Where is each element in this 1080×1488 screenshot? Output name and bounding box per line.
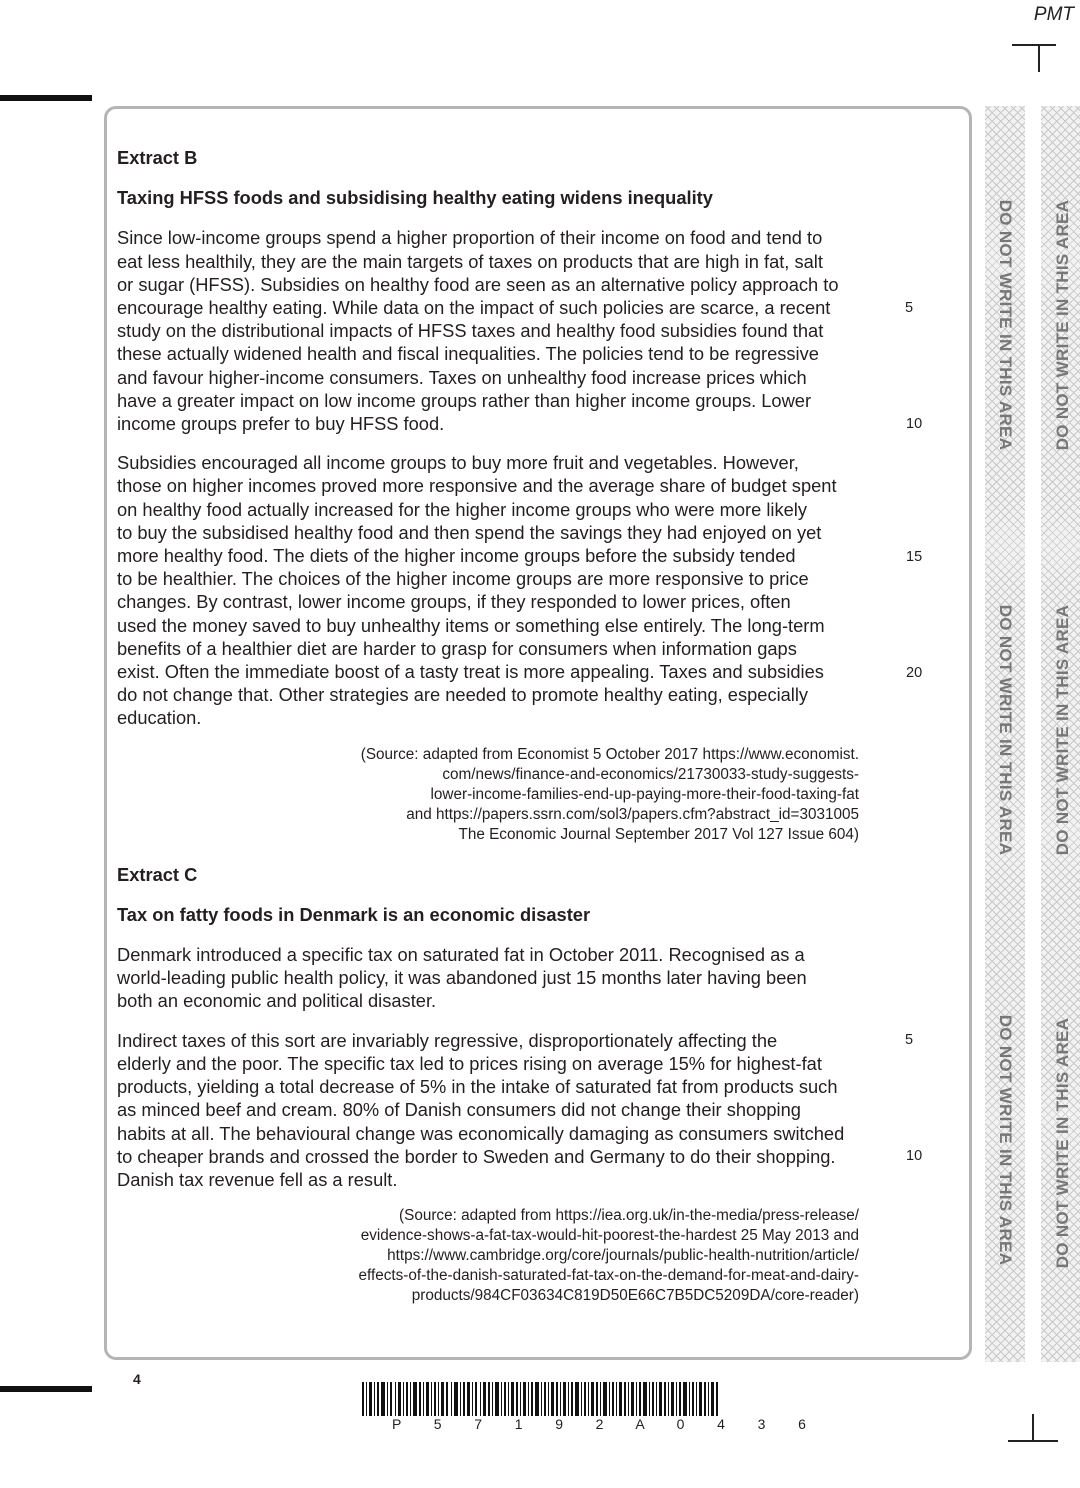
extract-b-paragraph-1: Since low-income groups spend a higher proportion of their income on food and tend to eat less healthily, they are the main targets of taxes on products that are high in fat, salt or sugar (HFSS). Subsidies on healthy food are seen as an alternative policy approach to encourage healthy eating. While data on the impact of such policies are scarce, a recent study on the distributional impacts of HFSS taxes and healthy food subsidies found that these actually widened health and fiscal inequalities. The policies tend to be regressive and favour higher-income consumers. Taxes on unhealthy food increase prices which have a greater impact on low income groups rather than higher income groups. Lower income groups prefer to buy HFSS food. — [117, 227, 839, 435]
margin-warning: DO NOT WRITE IN THIS AREA — [996, 604, 1015, 856]
registration-bar-top — [0, 95, 92, 101]
extract-b-title: Taxing HFSS foods and subsidising healthy eating widens inequality — [117, 187, 713, 209]
crop-mark-top — [1012, 44, 1056, 72]
pmt-label: PMT — [1033, 4, 1074, 25]
extract-b-paragraph-2: Subsidies encouraged all income groups to buy more fruit and vegetables. However, those on higher incomes proved more responsive and the average share of budget spent on healthy food actually increased for the higher income groups who were more likely to buy the subsidised healthy food and then spend the savings they had enjoyed on yet more healthy food. The diets of the higher income groups before the subsidy tended to be healthier. The choices of the higher income groups are more responsive to price changes. By contrast, lower income groups, if they responded to lower prices, often used the money saved to buy unhealthy items or something else entirely. The long-term benefits of a healthier diet are harder to grasp for consumers when information gaps exist. Often the immediate boost of a tasty treat is more appealing. Taxes and subsidies do not change that. Other strategies are needed to promote healthy eating, especially education. — [117, 452, 837, 729]
extract-c-paragraph-1: Denmark introduced a specific tax on saturated fat in October 2011. Recognised as a world-leading public health policy, it was abandoned just 15 months later having been both an economic and political disaster. — [117, 944, 807, 1012]
page-number: 4 — [133, 1371, 141, 1387]
extract-c-label: Extract C — [117, 863, 198, 885]
registration-bar-bottom — [0, 1386, 92, 1392]
margin-warning: DO NOT WRITE IN THIS AREA — [996, 199, 1015, 451]
margin-warning: DO NOT WRITE IN THIS AREA — [1053, 199, 1072, 451]
barcode-image — [362, 1382, 718, 1416]
extract-c-title: Tax on fatty foods in Denmark is an economic disaster — [117, 903, 591, 925]
line-number: 10 — [906, 1148, 923, 1164]
page-content — [117, 146, 862, 1324]
crop-mark-bottom — [1008, 1412, 1058, 1442]
extract-b-source: (Source: adapted from Economist 5 October 2017 https://www.economist. com/news/finance-and-economics/21730033-study-suggests- lower-income-families-end-up-paying-more-their-food-taxing-fat and https://papers.ssrn.com/sol3/papers.cfm?abstract_id=3031005 The Economic Journal September 2017 Vol 127 Issue 604) — [360, 745, 859, 843]
line-number: 5 — [905, 1032, 914, 1048]
margin-warning: DO NOT WRITE IN THIS AREA — [1053, 604, 1072, 856]
line-number: 10 — [906, 416, 923, 432]
margin-warning: DO NOT WRITE IN THIS AREA — [1053, 1017, 1072, 1269]
line-number: 15 — [906, 549, 923, 565]
line-number: 5 — [905, 300, 914, 316]
barcode-text: P 5 7 1 9 2 A 0 4 3 6 — [392, 1416, 821, 1432]
line-number: 20 — [906, 665, 923, 681]
extract-c-source: (Source: adapted from https://iea.org.uk/in-the-media/press-release/ evidence-shows-a-fat-tax-would-hit-poorest-the-hardest 25 May 2013 and https://www.cambridge.org/core/journals/public-health-nutrition/article/ effects-of-the-danish-saturated-fat-tax-on-the-demand-for-meat-and-dairy- products/984CF03634C819D50E66C7B5DC5209DA/core-reader) — [358, 1207, 859, 1305]
extract-c-paragraph-2: Indirect taxes of this sort are invariably regressive, disproportionately affecting the elderly and the poor. The specific tax led to prices rising on average 15% for highest-fat products, yielding a total decrease of 5% in the intake of saturated fat from products such as minced beef and cream. 80% of Danish consumers did not change their shopping habits at all. The behavioural change was economically damaging as consumers switched to cheaper brands and crossed the border to Sweden and Germany to do their shopping. Danish tax revenue fell as a result. — [117, 1029, 845, 1190]
extract-b-label: Extract B — [117, 147, 198, 168]
margin-warning: DO NOT WRITE IN THIS AREA — [996, 1014, 1015, 1266]
